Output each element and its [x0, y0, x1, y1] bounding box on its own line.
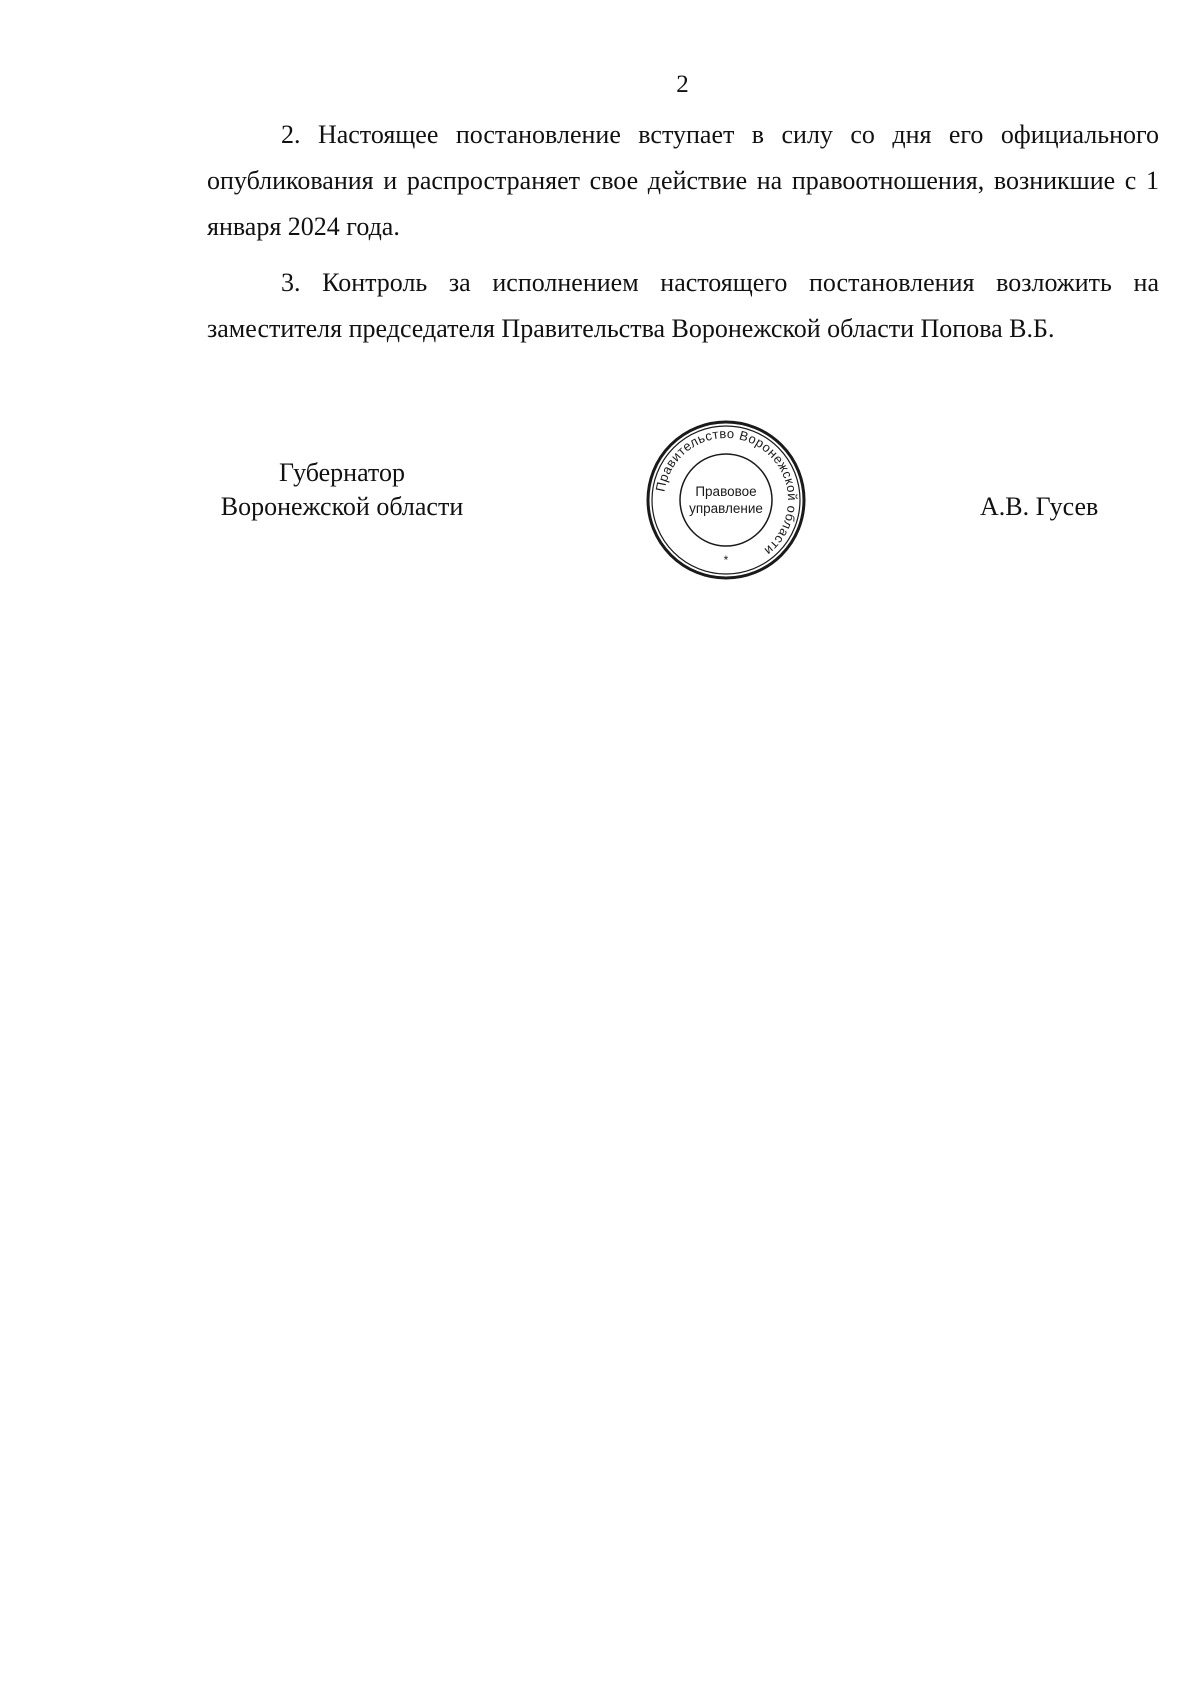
stamp-star: * — [723, 553, 729, 567]
stamp-seal-icon — [644, 418, 808, 582]
signer-title-line2: Воронежской области — [220, 492, 464, 521]
stamp-ring-text: Правительство Воронежской области — [652, 425, 801, 559]
signer-name: А.В. Гусев — [980, 492, 1099, 521]
signer-title — [207, 456, 477, 524]
stamp-center-line1: Правовое — [695, 484, 757, 499]
document-body — [207, 112, 1159, 362]
paragraph-2: 2. Настоящее постановление вступает в силу со дня его официального опубликования и распространяет свое действие на правоотношения, возникшие с 1 января 2024 года. — [207, 120, 1159, 241]
page-number: 2 — [676, 71, 689, 98]
signature-block — [0, 425, 1200, 610]
paragraph-3: 3. Контроль за исполнением настоящего постановления возложить на заместителя председателя Правительства Воронежской области Попова В.Б. — [207, 268, 1159, 343]
stamp-center-line2: управление — [689, 501, 763, 516]
signer-title-line1: Губернатор — [279, 458, 405, 487]
